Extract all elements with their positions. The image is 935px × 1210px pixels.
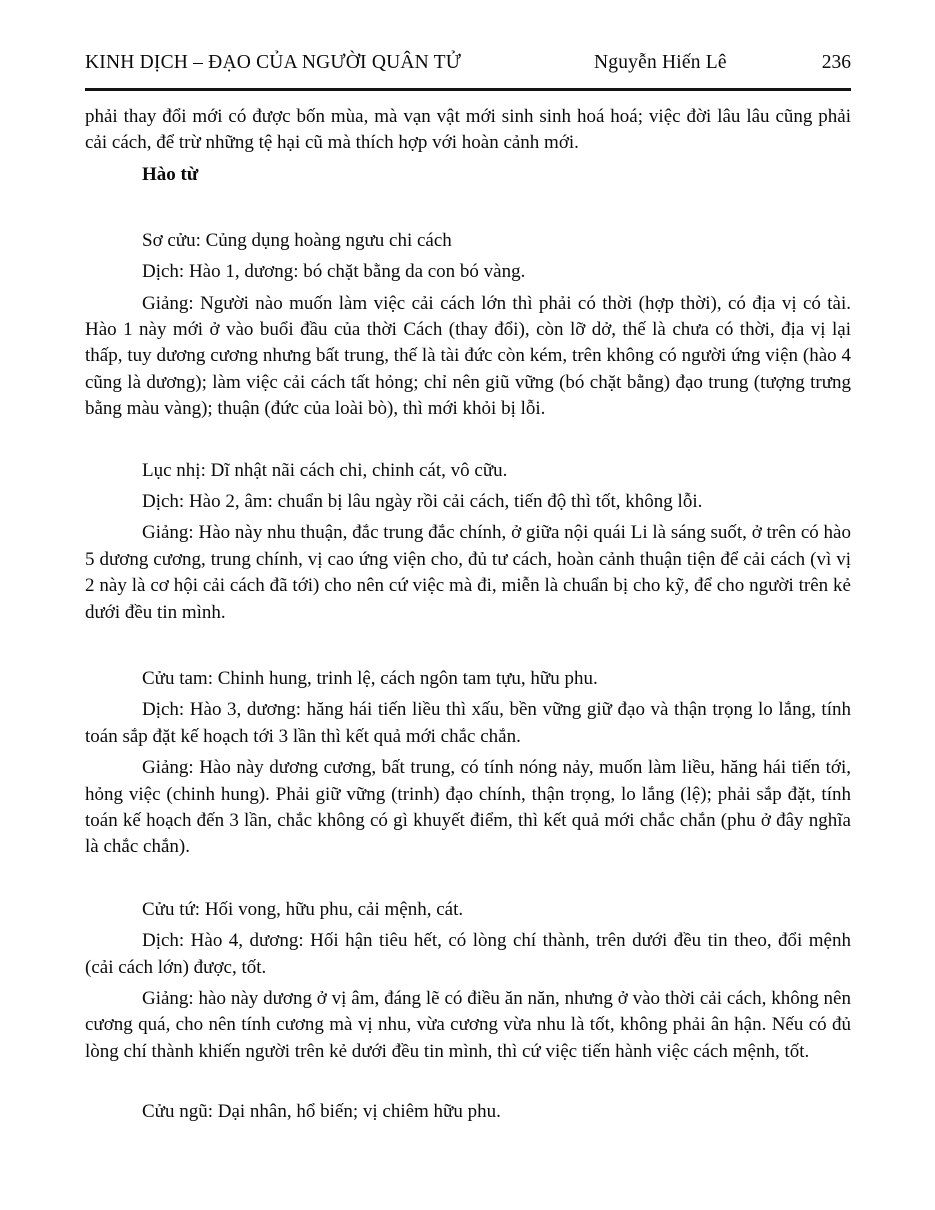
hao2-dich: Dịch: Hào 2, âm: chuẩn bị lâu ngày rồi cải cách, tiến độ thì tốt, không lỗi. — [142, 490, 703, 512]
hao4-giang: Giảng: hào này dương ở vị âm, đáng lẽ có điều ăn năn, nhưng ở vào thời cải cách, không nên cương quá, cho nên tính cương mà vị nhu, vừa cương vừa nhu là tốt, không phải ân hận. Nếu có đủ lòng chí thành khiến người trên kẻ dưới đều tin mình, thì cứ việc tiến hành việc cách mệnh, tốt. — [85, 988, 851, 1062]
hao4-dich: Dịch: Hào 4, dương: Hối hận tiêu hết, có lòng chí thành, trên dưới đều tin theo, đổi mệnh (cải cách lớn) được, tốt. — [85, 930, 851, 978]
hao5-verse: Cửu ngũ: Dại nhân, hổ biến; vị chiêm hữu phu. — [142, 1101, 501, 1123]
hao4-verse: Cửu tứ: Hối vong, hữu phu, cải mệnh, cát. — [142, 898, 464, 920]
hao1-giang: Giảng: Người nào muốn làm việc cải cách lớn thì phải có thời (hợp thời), có địa vị có tài. Hào 1 này mới ở vào buổi đầu của thời Cách (thay đổi), còn lỡ dở, thế là chưa có thời, địa vị lại thấp, tuy dương cương nhưng bất trung, thế là tài đức còn kém, trên không có người ứng viện (hào 4 cũng là dương); làm việc cải cách tất hỏng; chỉ nên giũ vững (bó chặt bằng) đạo trung (tượng trưng bằng màu vàng); thuận (đức của loài bò), thì mới khỏi bị lỗi. — [85, 292, 851, 420]
hao1-verse: Sơ cửu: Củng dụng hoàng ngưu chi cách — [142, 229, 452, 251]
page-body — [85, 104, 851, 1126]
section-heading: Hào từ — [142, 164, 199, 186]
author-name: Nguyễn Hiến Lê — [593, 52, 727, 73]
hao3-giang: Giảng: Hào này dương cương, bất trung, có tính nóng nảy, muốn làm liều, hăng hái tiến tới, hỏng việc (chinh hung). Phải giữ vững (trinh) đạo chính, thận trọng, lo lắng (lệ); phải sắp đặt, tính toán kế hoạch đến 3 lần, chắc không có gì khuyết điểm, thì kết quả mới chắc chắn (phu ở đây nghĩa là chắc chắn). — [85, 757, 851, 858]
header-rule — [85, 88, 851, 91]
hao2-verse: Lục nhị: Dĩ nhật nãi cách chi, chinh cát, vô cữu. — [142, 459, 508, 481]
hao1-dich: Dịch: Hào 1, dương: bó chặt bằng da con bó vàng. — [142, 261, 526, 283]
hao3-verse: Cửu tam: Chinh hung, trinh lệ, cách ngôn tam tựu, hữu phu. — [142, 668, 598, 689]
book-title: KINH DỊCH – ĐẠO CỦA NGƯỜI QUÂN TỬ — [85, 52, 462, 73]
page-number: 236 — [821, 52, 851, 73]
page-header — [85, 50, 851, 91]
intro-paragraph: phải thay đổi mới có được bốn mùa, mà vạn vật mới sinh sinh hoá hoá; việc đời lâu lâu cũng phải cải cách, để trừ những tệ hại cũ mà thích hợp với hoàn cảnh mới. — [85, 105, 851, 153]
hao2-giang: Giảng: Hào này nhu thuận, đắc trung đắc chính, ở giữa nội quái Li là sáng suốt, ở trên có hào 5 dương cương, trung chính, vị cao ứng viện cho, đủ tư cách, hoàn cảnh thuận tiện để cải cách (vì vị 2 này là cơ hội cải cách đã tới) cho nên cứ việc mà đi, miễn là chuẩn bị cho kỹ, để cho người trên kẻ dưới đều tin mình. — [85, 522, 851, 623]
running-head — [85, 50, 851, 76]
hao3-dich: Dịch: Hào 3, dương: hăng hái tiến liều thì xấu, bền vững giữ đạo và thận trọng lo lắng, tính toán sắp đặt kế hoạch tới 3 lần thì kết quả mới chắc chắn. — [85, 699, 851, 747]
